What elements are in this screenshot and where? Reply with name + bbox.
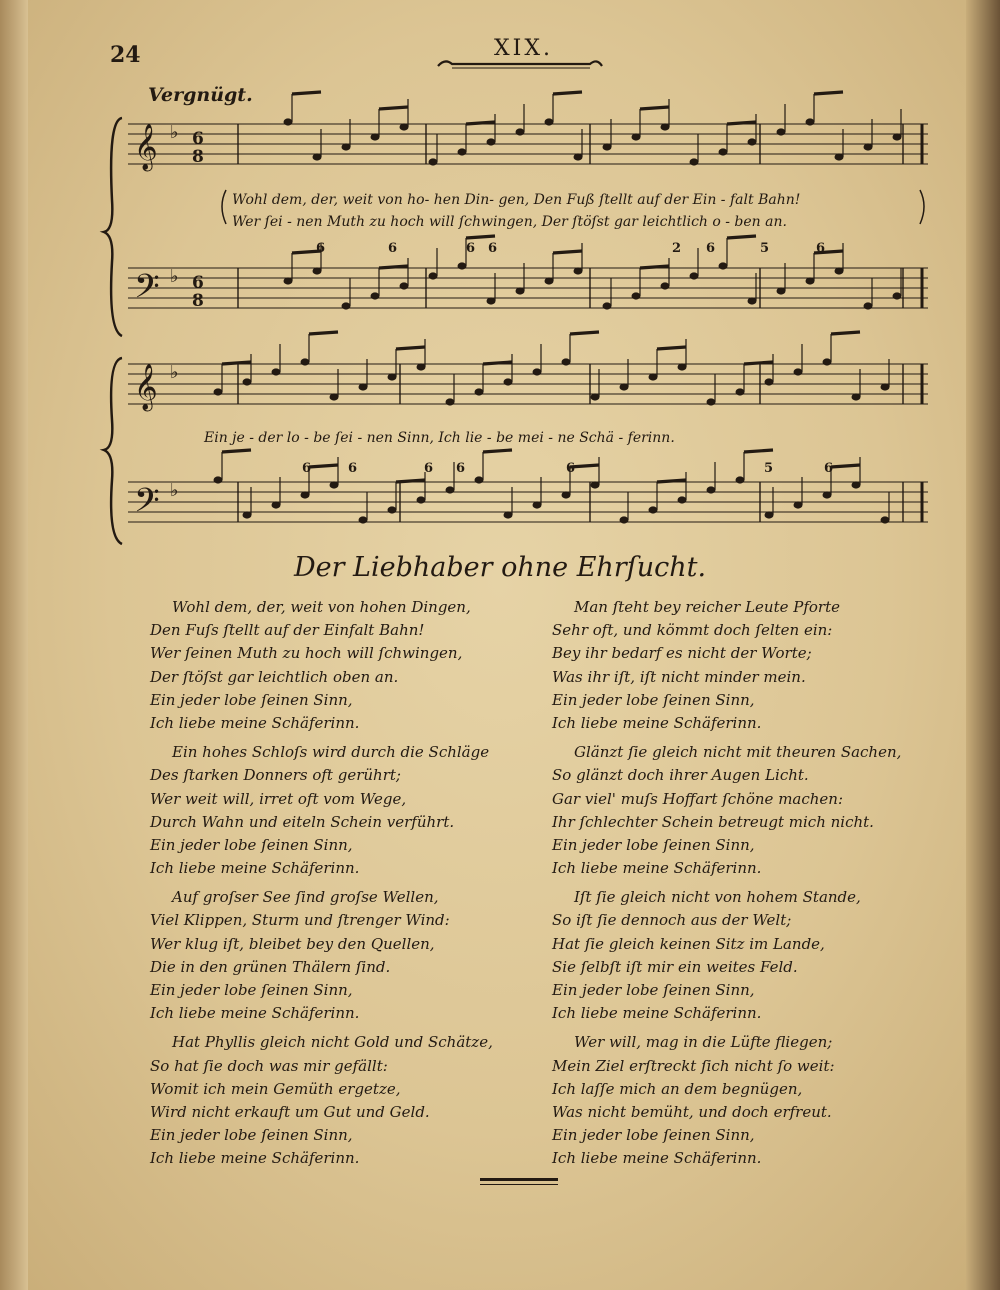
note-head: [736, 388, 745, 395]
note-head: [864, 143, 873, 150]
lyrics-brace: [920, 190, 924, 224]
note-beam: [396, 480, 425, 482]
verse-line: Ich liebe meine Schäferinn.: [552, 859, 762, 878]
note-head: [591, 481, 600, 488]
note-beam: [570, 332, 599, 334]
verse-line: Womit ich mein Gemüth ergetze,: [150, 1079, 401, 1098]
note-head: [823, 358, 832, 365]
note-beam: [640, 266, 669, 268]
verse: [150, 886, 530, 1025]
note-head: [458, 148, 467, 155]
note-head: [748, 138, 757, 145]
verse-line: Ein jeder lobe ſeinen Sinn,: [552, 835, 755, 854]
verse-line: Was ihr iſt, iſt nicht minder mein.: [552, 667, 806, 686]
verse-line: Glänzt ſie gleich nicht mit theuren Sachen,: [574, 743, 902, 762]
verse-line: Wer klug iſt, bleibet bey den Quellen,: [150, 934, 435, 953]
note-head: [736, 476, 745, 483]
note-head: [603, 302, 612, 309]
note-beam: [396, 347, 425, 349]
note-head: [446, 486, 455, 493]
verse-line: Was nicht bemüht, und doch erfreut.: [552, 1102, 832, 1121]
note-beam: [466, 122, 495, 124]
note-head: [835, 153, 844, 160]
note-head: [284, 277, 293, 284]
verse-line: Wer ſeinen Muth zu hoch will ſchwingen,: [150, 644, 463, 663]
note-head: [313, 267, 322, 274]
music-score: [0, 0, 1000, 560]
note-head: [417, 363, 426, 370]
note-head: [388, 506, 397, 513]
flat-key-signature: ♭: [170, 266, 179, 287]
note-head: [707, 486, 716, 493]
note-head: [893, 133, 902, 140]
note-head: [516, 128, 525, 135]
system-brace: [104, 358, 122, 544]
verse: [552, 596, 932, 735]
time-signature: 8: [192, 291, 204, 311]
verse-line: Ich liebe meine Schäferinn.: [552, 713, 762, 732]
figured-bass-numeral: 6: [302, 461, 312, 476]
note-beam: [657, 480, 686, 482]
verse: [150, 741, 530, 880]
note-head: [591, 393, 600, 400]
verse-line: Ein jeder lobe ſeinen Sinn,: [552, 981, 755, 999]
verse-line: So hat ſie doch was mir gefällt:: [150, 1056, 388, 1075]
flat-key-signature: ♭: [170, 362, 179, 383]
treble-clef: 𝄞: [134, 364, 158, 410]
figured-bass-numeral: 6: [348, 461, 358, 476]
note-head: [574, 153, 583, 160]
note-head: [603, 143, 612, 150]
bass-clef: 𝄢: [134, 268, 160, 314]
note-head: [823, 491, 832, 498]
verse-line: Wird nicht erkauft um Gut und Geld.: [150, 1102, 430, 1121]
figured-bass-numeral: 6: [816, 241, 826, 256]
note-head: [272, 368, 281, 375]
note-head: [475, 388, 484, 395]
verse-line: Man ſteht bey reicher Leute Pforte: [574, 598, 841, 616]
clefs-and-signatures: [104, 118, 924, 544]
verse-line: Hat ſie gleich keinen Sitz im Lande,: [552, 934, 825, 953]
note-beam: [309, 465, 338, 467]
verse-line: Ein hohes Schloſs wird durch die Schläge: [172, 743, 490, 762]
note-head: [719, 148, 728, 155]
staff-lines: [128, 124, 928, 522]
figured-bass-numeral: 6: [824, 461, 834, 476]
verse-line: Wohl dem, der, weit von hohen Dingen,: [172, 598, 471, 616]
figured-bass-numeral: 5: [760, 241, 770, 256]
note-beam: [483, 362, 512, 364]
note-head: [620, 516, 629, 523]
verse-line: Ein jeder lobe ſeinen Sinn,: [150, 690, 353, 709]
verse-line: Wer will, mag in die Lüfte fliegen;: [574, 1033, 833, 1052]
note-beam: [831, 465, 860, 467]
verse-line: Ihr ſchlechter Schein betreugt mich nicht.: [552, 812, 874, 831]
figured-bass-numeral: 6: [388, 241, 398, 256]
verse-line: Sehr oft, und kömmt doch ſelten ein:: [552, 621, 833, 640]
verse-line: Auf groſser See ſind groſse Wellen,: [172, 888, 439, 907]
verse-line: Ein jeder lobe ſeinen Sinn,: [150, 1126, 353, 1145]
verse-line: Durch Wahn und eiteln Schein verführt.: [150, 812, 455, 831]
figured-bass-numeral: 6: [456, 461, 466, 476]
note-head: [359, 383, 368, 390]
note-head: [620, 383, 629, 390]
verse-line: Die in den grünen Thälern ſind.: [150, 957, 391, 976]
verse: [552, 741, 932, 880]
note-beam: [309, 332, 338, 334]
note-head: [864, 302, 873, 309]
note-head: [806, 277, 815, 284]
time-signature: 6: [192, 273, 204, 293]
note-head: [504, 378, 513, 385]
verse-line: Bey ihr bedarf es nicht der Worte;: [552, 644, 812, 663]
note-head: [794, 368, 803, 375]
note-beam: [640, 107, 669, 109]
verse: [552, 886, 932, 1025]
lyrics-refrain: Ein je - der lo - be ſei - nen Sinn, Ich lie - be mei - ne Schä - ferinn.: [204, 430, 675, 446]
tempo-marking: Vergnügt.: [148, 84, 253, 106]
flat-key-signature: ♭: [170, 480, 179, 501]
note-head: [533, 501, 542, 508]
note-head: [342, 302, 351, 309]
treble-clef: 𝄞: [134, 124, 158, 170]
verse-line: Hat Phyllis gleich nicht Gold und Schätze,: [172, 1033, 493, 1052]
lyrics-line-2: Wer ſei - nen Muth zu hoch will ſchwingen, Der ſtöſst gar leichtlich o - ben an.: [232, 214, 787, 230]
note-head: [632, 133, 641, 140]
figured-bass-numeral: 6: [424, 461, 434, 476]
bass-clef: 𝄢: [134, 482, 160, 528]
note-head: [301, 491, 310, 498]
verse-line: Wer weit will, irret oft vom Wege,: [150, 789, 407, 808]
verse-line: Ein jeder lobe ſeinen Sinn,: [150, 835, 353, 854]
verse-line: Der ſtöſst gar leichtlich oben an.: [150, 667, 399, 686]
end-rule-thin: [480, 1184, 558, 1185]
note-head: [678, 496, 687, 503]
song-number: XIX.: [494, 36, 554, 61]
figured-bass-numeral: 6: [466, 241, 476, 256]
note-head: [690, 272, 699, 279]
note-beam: [379, 266, 408, 268]
verse-line: Ein jeder lobe ſeinen Sinn,: [150, 981, 353, 999]
note-head: [852, 481, 861, 488]
note-head: [487, 138, 496, 145]
note-head: [446, 398, 455, 405]
figured-bass-numeral: 2: [672, 241, 682, 256]
note-beam: [379, 107, 408, 109]
verse-line: Ich laſſe mich an dem begnügen,: [552, 1079, 803, 1098]
note-head: [417, 496, 426, 503]
note-head: [313, 153, 322, 160]
note-head: [400, 123, 409, 130]
note-head: [562, 358, 571, 365]
note-head: [690, 158, 699, 165]
note-head: [284, 118, 293, 125]
note-beam: [657, 347, 686, 349]
note-beam: [727, 236, 756, 238]
note-beam: [831, 332, 860, 334]
note-head: [371, 133, 380, 140]
note-head: [214, 476, 223, 483]
verse-line: Den Fuſs ſtellt auf der Einfalt Bahn!: [150, 621, 425, 640]
note-head: [458, 262, 467, 269]
note-beam: [466, 236, 495, 238]
note-beam: [483, 450, 512, 452]
verse-line: Ich liebe meine Schäferinn.: [552, 1004, 762, 1023]
verse: [150, 596, 530, 735]
note-head: [342, 143, 351, 150]
note-head: [765, 511, 774, 518]
figured-bass-numeral: 6: [706, 241, 716, 256]
note-head: [487, 297, 496, 304]
figured-bass-numeral: 6: [316, 241, 326, 256]
figured-bass-numeral: 5: [764, 461, 774, 476]
note-head: [214, 388, 223, 395]
note-head: [661, 282, 670, 289]
note-head: [388, 373, 397, 380]
note-beam: [553, 251, 582, 253]
flat-key-signature: ♭: [170, 122, 179, 143]
note-head: [835, 267, 844, 274]
note-head: [504, 511, 513, 518]
note-head: [243, 378, 252, 385]
poem-left-column: [150, 596, 530, 1177]
verse: [150, 1031, 530, 1170]
note-head: [881, 516, 890, 523]
page-number: 24: [110, 42, 141, 68]
note-head: [243, 511, 252, 518]
note-head: [881, 383, 890, 390]
verse-line: Ich liebe meine Schäferinn.: [552, 1149, 762, 1168]
note-head: [765, 378, 774, 385]
note-head: [429, 158, 438, 165]
verse-line: Ich liebe meine Schäferinn.: [150, 1004, 360, 1023]
verse-line: So glänzt doch ihrer Augen Licht.: [552, 766, 809, 785]
verse-line: Ein jeder lobe ſeinen Sinn,: [552, 1126, 755, 1145]
lyrics-line-1: Wohl dem, der, weit von ho- hen Din- gen, Den Fuß ſtellt auf der Ein - falt Bahn!: [232, 192, 801, 208]
note-head: [533, 368, 542, 375]
verse-line: Ich liebe meine Schäferinn.: [150, 1149, 360, 1168]
note-head: [330, 393, 339, 400]
verse-line: Iſt ſie gleich nicht von hohem Stande,: [574, 888, 861, 907]
note-head: [359, 516, 368, 523]
verse-line: Mein Ziel erſtreckt ſich nicht ſo weit:: [552, 1056, 835, 1075]
note-head: [794, 501, 803, 508]
note-head: [893, 292, 902, 299]
note-head: [678, 363, 687, 370]
note-beam: [553, 92, 582, 94]
note-head: [330, 481, 339, 488]
figured-bass-numeral: 6: [566, 461, 576, 476]
note-head: [852, 393, 861, 400]
note-head: [475, 476, 484, 483]
time-signature: 8: [192, 147, 204, 167]
end-rule: [480, 1178, 558, 1181]
note-beam: [222, 362, 251, 364]
note-head: [371, 292, 380, 299]
verse-line: Ein jeder lobe ſeinen Sinn,: [552, 690, 755, 709]
verse-line: Ich liebe meine Schäferinn.: [150, 713, 360, 732]
verse-line: Ich liebe meine Schäferinn.: [150, 859, 360, 878]
note-beam: [814, 92, 843, 94]
note-head: [777, 128, 786, 135]
verse-line: So iſt ſie dennoch aus der Welt;: [552, 911, 792, 930]
note-head: [574, 267, 583, 274]
verse: [552, 1031, 932, 1170]
verse-line: Gar viel' muſs Hoffart ſchöne machen:: [552, 789, 844, 808]
note-head: [707, 398, 716, 405]
note-head: [272, 501, 281, 508]
note-head: [661, 123, 670, 130]
poem-right-column: [552, 596, 932, 1177]
time-signature: 6: [192, 129, 204, 149]
figured-bass-numeral: 6: [488, 241, 498, 256]
note-head: [632, 292, 641, 299]
lyrics-brace: [222, 190, 226, 224]
verse-line: Des ſtarken Donners oft gerührt;: [150, 766, 401, 785]
note-head: [429, 272, 438, 279]
note-head: [516, 287, 525, 294]
system-brace: [104, 118, 122, 336]
note-beam: [222, 450, 251, 452]
note-head: [649, 373, 658, 380]
note-beam: [744, 450, 773, 452]
note-head: [562, 491, 571, 498]
note-beam: [292, 92, 321, 94]
note-head: [400, 282, 409, 289]
note-head: [545, 118, 554, 125]
note-beam: [744, 362, 773, 364]
note-head: [649, 506, 658, 513]
note-head: [301, 358, 310, 365]
note-head: [719, 262, 728, 269]
note-head: [806, 118, 815, 125]
note-beam: [727, 122, 756, 124]
note-head: [748, 297, 757, 304]
note-head: [777, 287, 786, 294]
poem-title: Der Liebhaber ohne Ehrſucht.: [293, 552, 707, 583]
verse-line: Viel Klippen, Sturm und ſtrenger Wind:: [150, 911, 450, 930]
note-head: [545, 277, 554, 284]
verse-line: Sie ſelbſt iſt mir ein weites Feld.: [552, 957, 798, 976]
